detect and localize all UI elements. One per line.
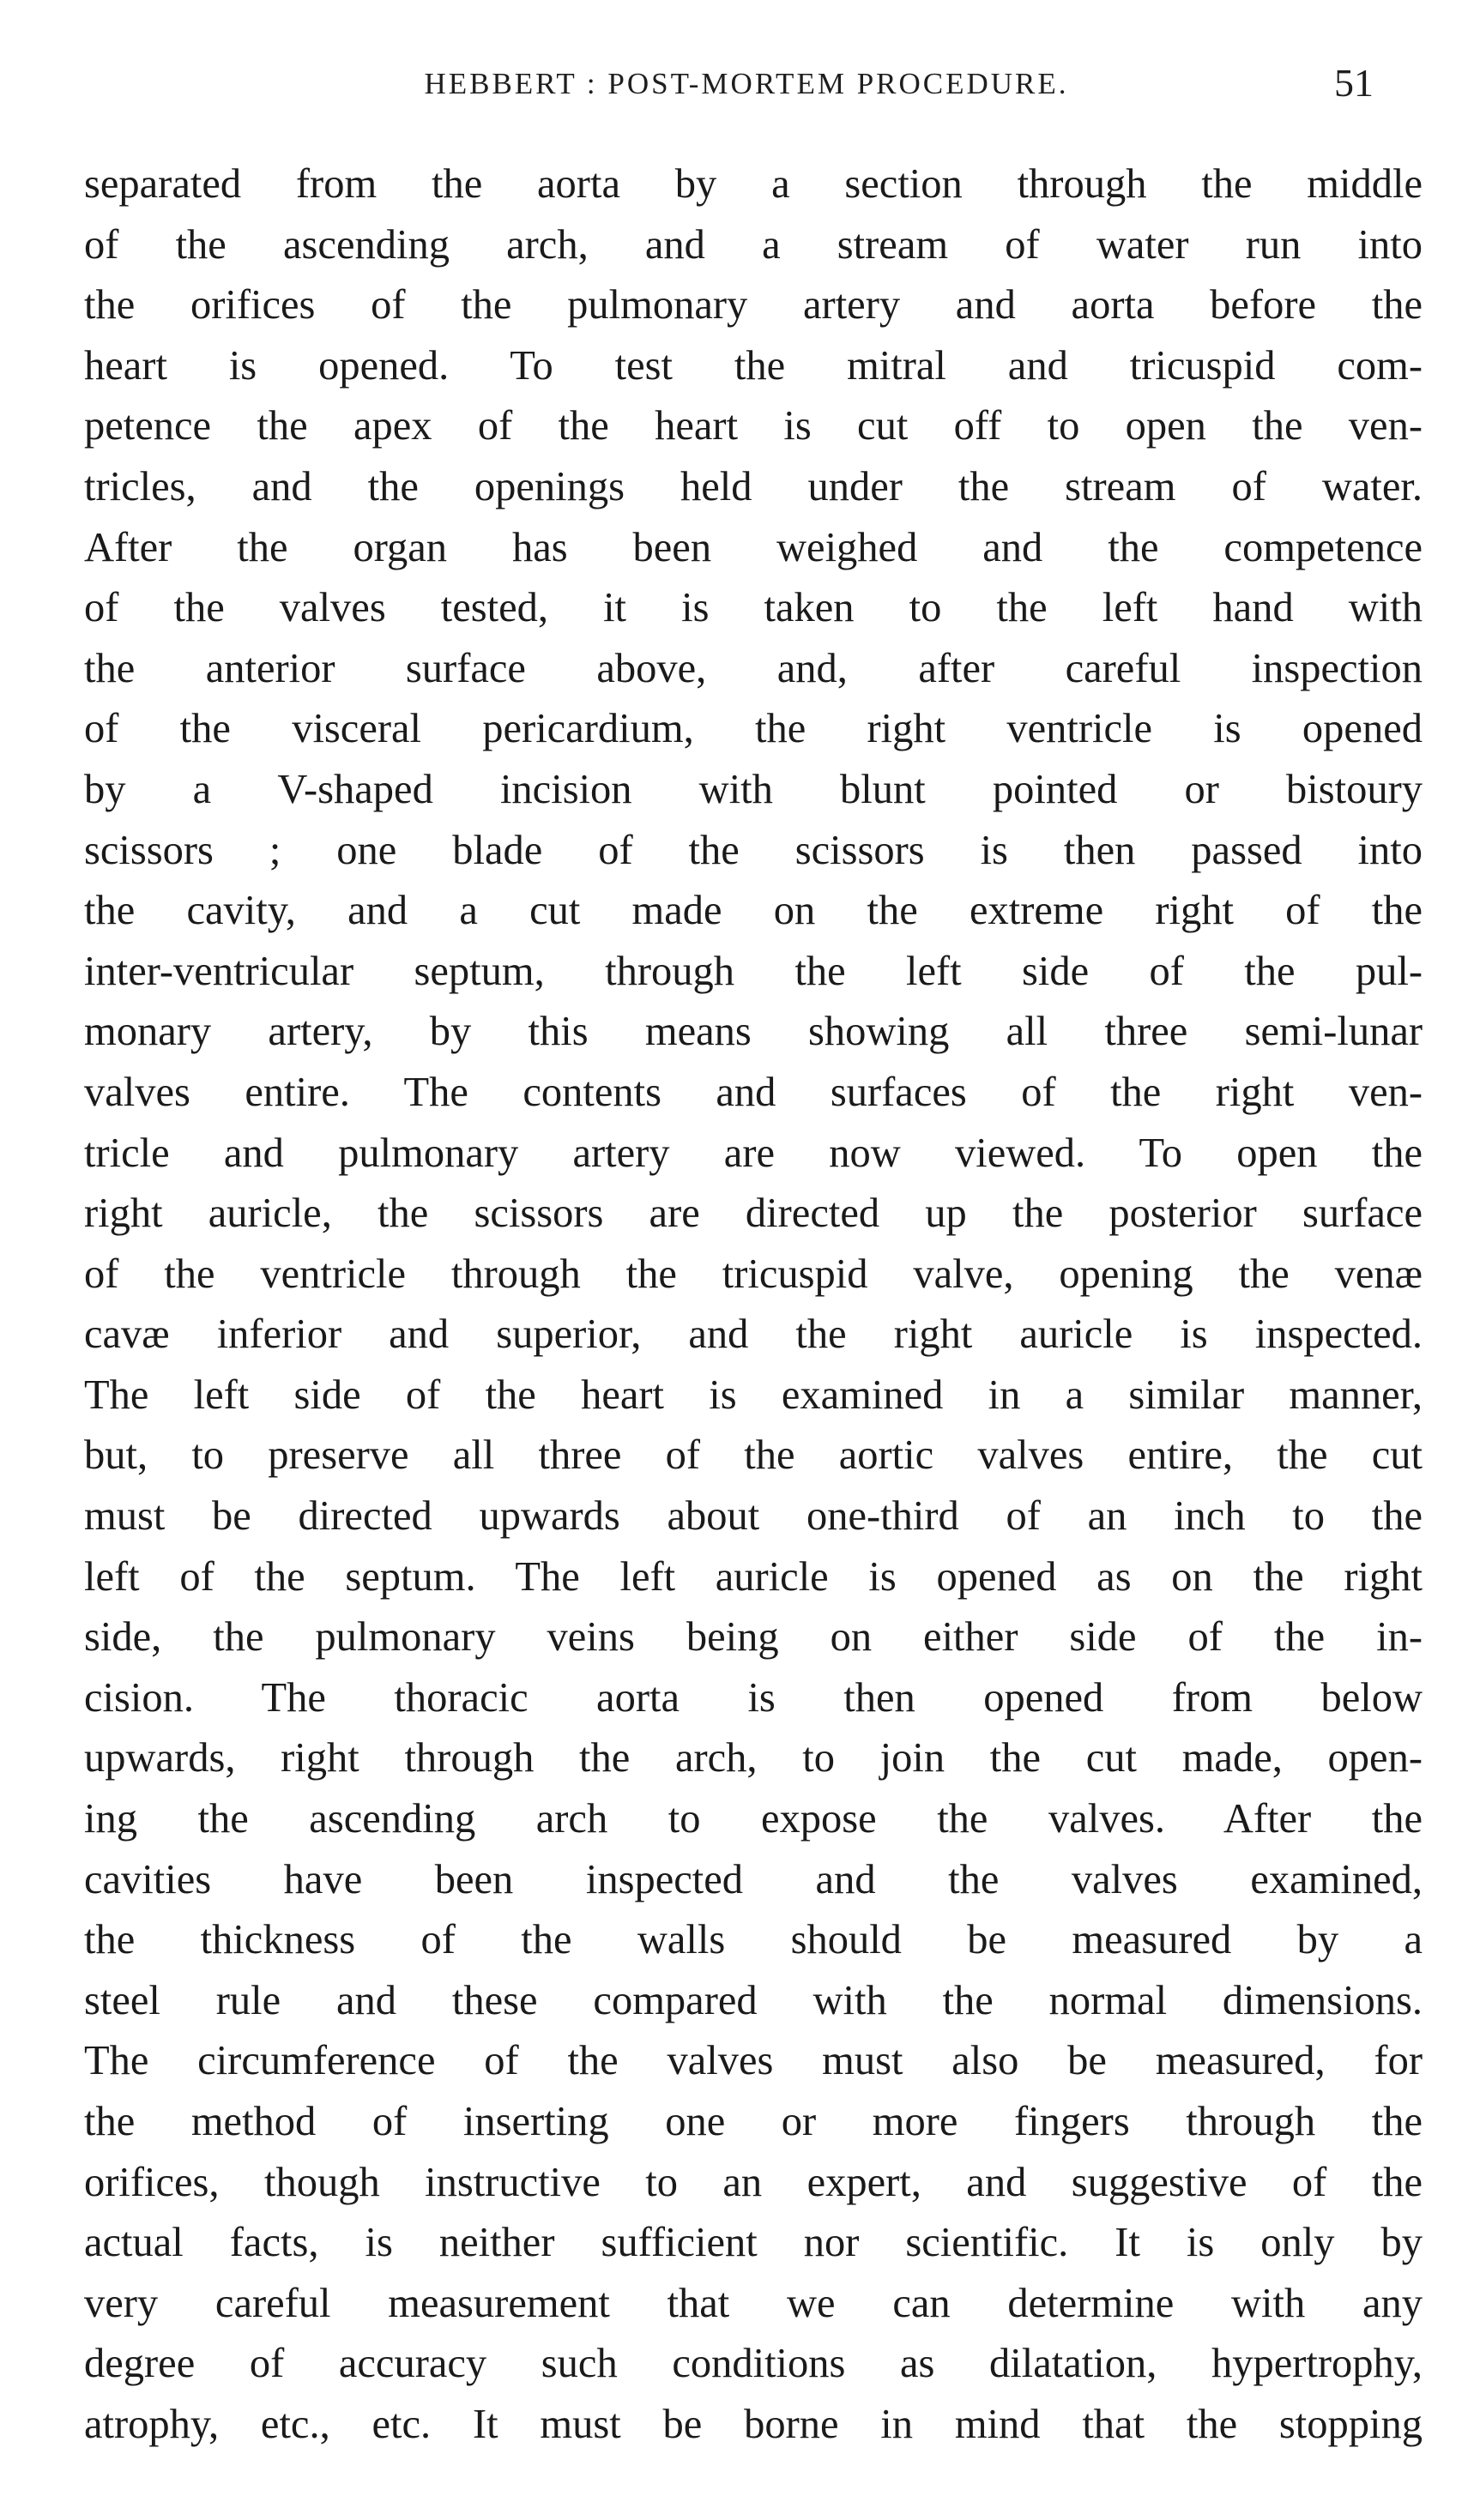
text-line: tricle and pulmonary artery are now viewed. To open the xyxy=(84,1130,1423,1176)
text-line: must be directed upwards about one-third of an inch to the xyxy=(84,1493,1423,1540)
text-line: petence the apex of the heart is cut off to open the ven- xyxy=(84,403,1423,449)
text-line: steel rule and these compared with the normal dimensions. xyxy=(84,1977,1423,2023)
text-line: upwards, right through the arch, to join the cut made, open- xyxy=(84,1735,1423,1781)
text-line: scissors ; one blade of the scissors is then passed into xyxy=(84,827,1423,873)
text-line: cavæ inferior and superior, and the right auricle is inspected. xyxy=(84,1311,1423,1358)
text-line: cavities have been inspected and the valves examined, xyxy=(84,1856,1423,1902)
text-line: left of the septum. The left auricle is opened as on the right xyxy=(84,1553,1423,1600)
text-line: After the organ has been weighed and the competence xyxy=(84,524,1423,570)
text-line: valves entire. The contents and surfaces of the right ven- xyxy=(84,1069,1423,1115)
text-line: by a V-shaped incision with blunt pointed or bistoury xyxy=(84,766,1423,812)
text-line: of the ascending arch, and a stream of water run into xyxy=(84,221,1423,268)
text-line: The circumference of the valves must also be measured, for xyxy=(84,2038,1423,2084)
text-line: the method of inserting one or more fingers through the xyxy=(84,2099,1423,2144)
text-line: side, the pulmonary veins being on either side of the in- xyxy=(84,1614,1423,1661)
text-line: but, to preserve all three of the aortic valves entire, the cut xyxy=(84,1432,1423,1479)
body-text xyxy=(84,154,1423,2456)
text-line: right auricle, the scissors are directed up the posterior surface xyxy=(84,1191,1423,1237)
text-line: the cavity, and a cut made on the extreme right of the xyxy=(84,888,1423,934)
text-line: of the valves tested, it is taken to the left hand with xyxy=(84,585,1423,631)
text-line: of the visceral pericardium, the right ventricle is opened xyxy=(84,706,1423,752)
text-line: very careful measurement that we can determine with any xyxy=(84,2280,1423,2326)
text-line: ing the ascending arch to expose the valves. After the xyxy=(84,1796,1423,1842)
text-line: actual facts, is neither sufficient nor scientific. It is only by xyxy=(84,2220,1423,2266)
text-line: atrophy, etc., etc. It must be borne in mind that the stopping xyxy=(84,2401,1423,2447)
text-line: of the ventricle through the tricuspid valve, opening the venæ xyxy=(84,1251,1423,1297)
text-line: heart is opened. To test the mitral and tricuspid com- xyxy=(84,342,1423,389)
text-line: tricles, and the openings held under the stream of water. xyxy=(84,463,1423,509)
text-line: separated from the aorta by a section through the middle xyxy=(84,161,1423,207)
text-line: orifices, though instructive to an expert, and suggestive of the xyxy=(84,2159,1423,2205)
text-line: degree of accuracy such conditions as dilatation, hypertrophy, xyxy=(84,2341,1423,2387)
text-line: inter-ventricular septum, through the left side of the pul- xyxy=(84,948,1423,994)
text-line: the thickness of the walls should be measured by a xyxy=(84,1917,1423,1963)
text-line: The left side of the heart is examined in a similar manner, xyxy=(84,1372,1423,1418)
text-line: the anterior surface above, and, after careful inspection xyxy=(84,645,1423,691)
page-number: 51 xyxy=(1334,61,1374,105)
running-head: HEBBERT : POST-MORTEM PROCEDURE. xyxy=(424,67,1069,100)
text-line: the orifices of the pulmonary artery and aorta before the xyxy=(84,282,1423,329)
text-line: cision. The thoracic aorta is then opened from below xyxy=(84,1674,1423,1721)
text-line: monary artery, by this means showing all three semi-lunar xyxy=(84,1009,1423,1055)
